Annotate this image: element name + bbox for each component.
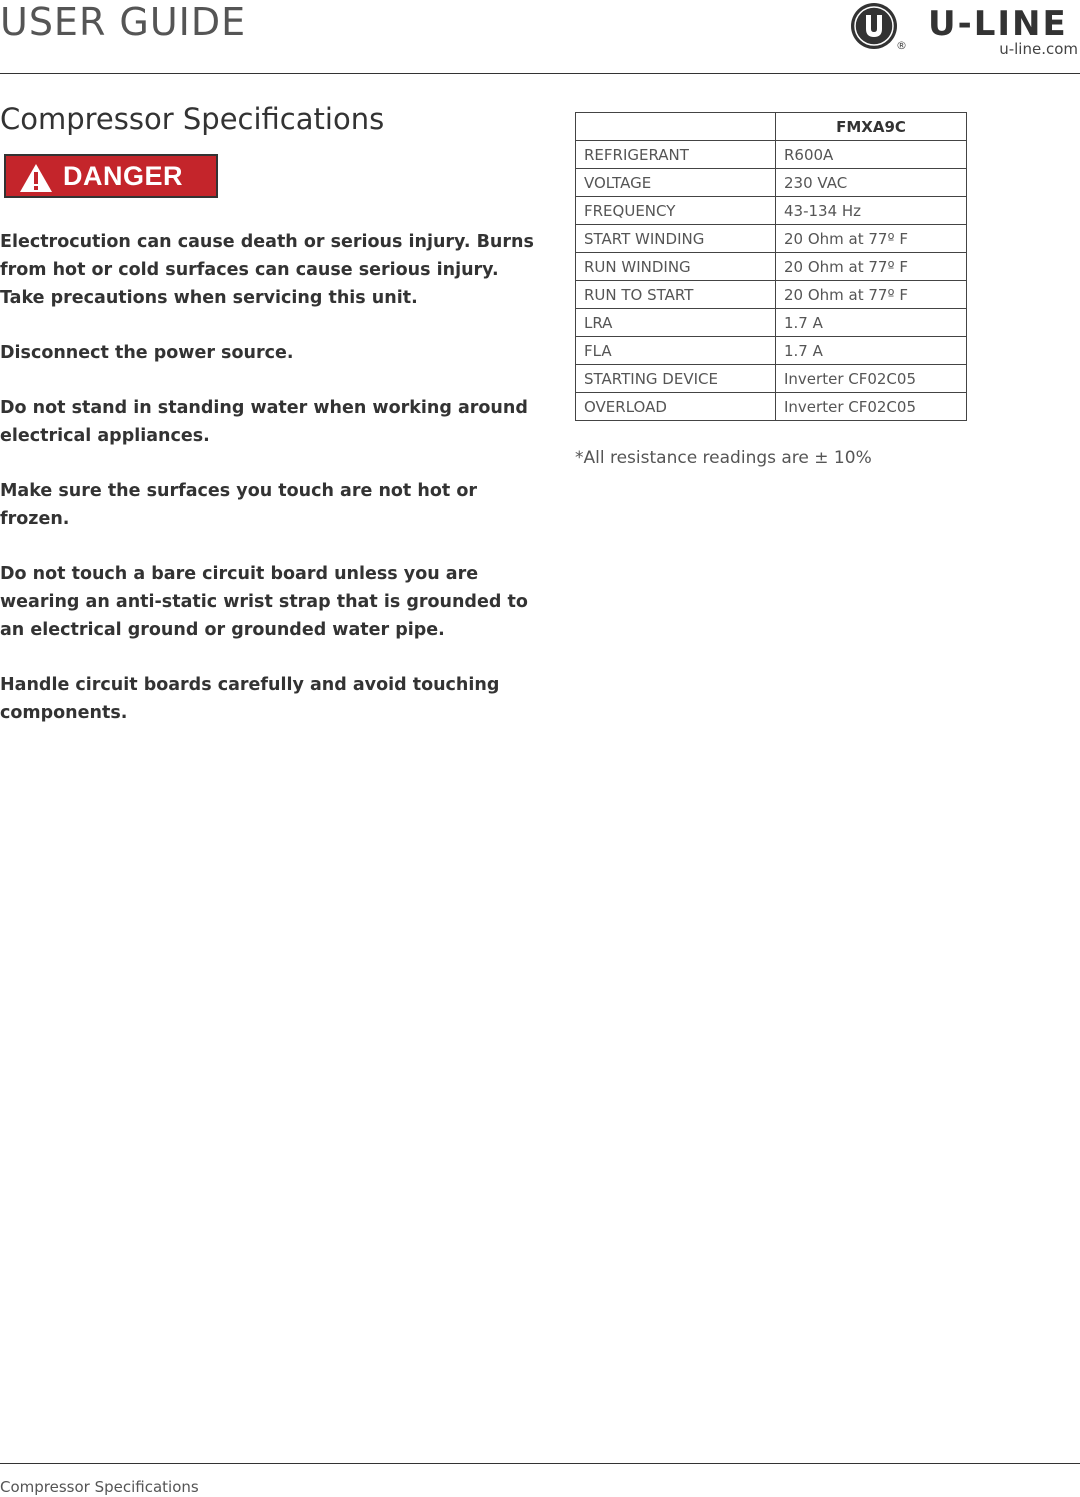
warning-paragraph: Disconnect the power source. <box>0 343 294 363</box>
brand-name: U-LINE <box>928 4 1068 44</box>
warning-paragraph: Do not touch a bare circuit board unless you are wearing an anti-static wrist strap that is grounded to an electrical ground or grounded water pipe. <box>0 564 528 640</box>
table-row <box>576 169 967 197</box>
footer-divider <box>0 1463 1080 1464</box>
spec-label: RUN WINDING <box>576 253 776 281</box>
warning-paragraph: Handle circuit boards carefully and avoid touching components. <box>0 675 500 723</box>
spec-label: STARTING DEVICE <box>576 365 776 393</box>
safety-warnings <box>0 228 540 754</box>
spec-label: START WINDING <box>576 225 776 253</box>
table-row <box>576 309 967 337</box>
spec-label: LRA <box>576 309 776 337</box>
spec-value: 20 Ohm at 77º F <box>776 225 967 253</box>
table-header-row <box>576 113 967 141</box>
compressor-spec-table <box>575 112 967 421</box>
spec-value: Inverter CF02C05 <box>776 365 967 393</box>
warning-paragraph: Electrocution can cause death or serious injury. Burns from hot or cold surfaces can cause serious injury. Take precautions when servicing this unit. <box>0 232 534 308</box>
spec-value: 1.7 A <box>776 309 967 337</box>
table-row <box>576 141 967 169</box>
spec-label: FREQUENCY <box>576 197 776 225</box>
header-divider <box>0 73 1080 74</box>
resistance-footnote: *All resistance readings are ± 10% <box>575 448 872 468</box>
spec-label: RUN TO START <box>576 281 776 309</box>
warning-triangle-icon <box>19 163 53 193</box>
table-row <box>576 393 967 421</box>
section-title: Compressor Specifications <box>0 102 385 136</box>
spec-value: 20 Ohm at 77º F <box>776 281 967 309</box>
danger-label: DANGER <box>63 160 184 191</box>
table-row <box>576 281 967 309</box>
spec-value: 230 VAC <box>776 169 967 197</box>
spec-label: REFRIGERANT <box>576 141 776 169</box>
brand-logo <box>848 2 1080 62</box>
table-row <box>576 365 967 393</box>
table-header-cell <box>576 113 776 141</box>
spec-value: R600A <box>776 141 967 169</box>
table-row <box>576 225 967 253</box>
spec-label: FLA <box>576 337 776 365</box>
spec-label: OVERLOAD <box>576 393 776 421</box>
spec-value: 43-134 Hz <box>776 197 967 225</box>
document-header-title: USER GUIDE <box>0 0 247 44</box>
table-row <box>576 197 967 225</box>
u-line-logo-mark-icon <box>850 2 898 50</box>
warning-paragraph: Do not stand in standing water when working around electrical appliances. <box>0 398 528 446</box>
registered-mark: ® <box>896 39 907 52</box>
table-row <box>576 337 967 365</box>
spec-label: VOLTAGE <box>576 169 776 197</box>
spec-value: 20 Ohm at 77º F <box>776 253 967 281</box>
footer-section-title: Compressor Specifications <box>0 1478 199 1496</box>
spec-value: 1.7 A <box>776 337 967 365</box>
spec-value: Inverter CF02C05 <box>776 393 967 421</box>
warning-paragraph: Make sure the surfaces you touch are not hot or frozen. <box>0 481 477 529</box>
table-header-model: FMXA9C <box>776 113 967 141</box>
danger-badge <box>4 154 218 198</box>
brand-url: u-line.com <box>999 40 1078 58</box>
table-row <box>576 253 967 281</box>
